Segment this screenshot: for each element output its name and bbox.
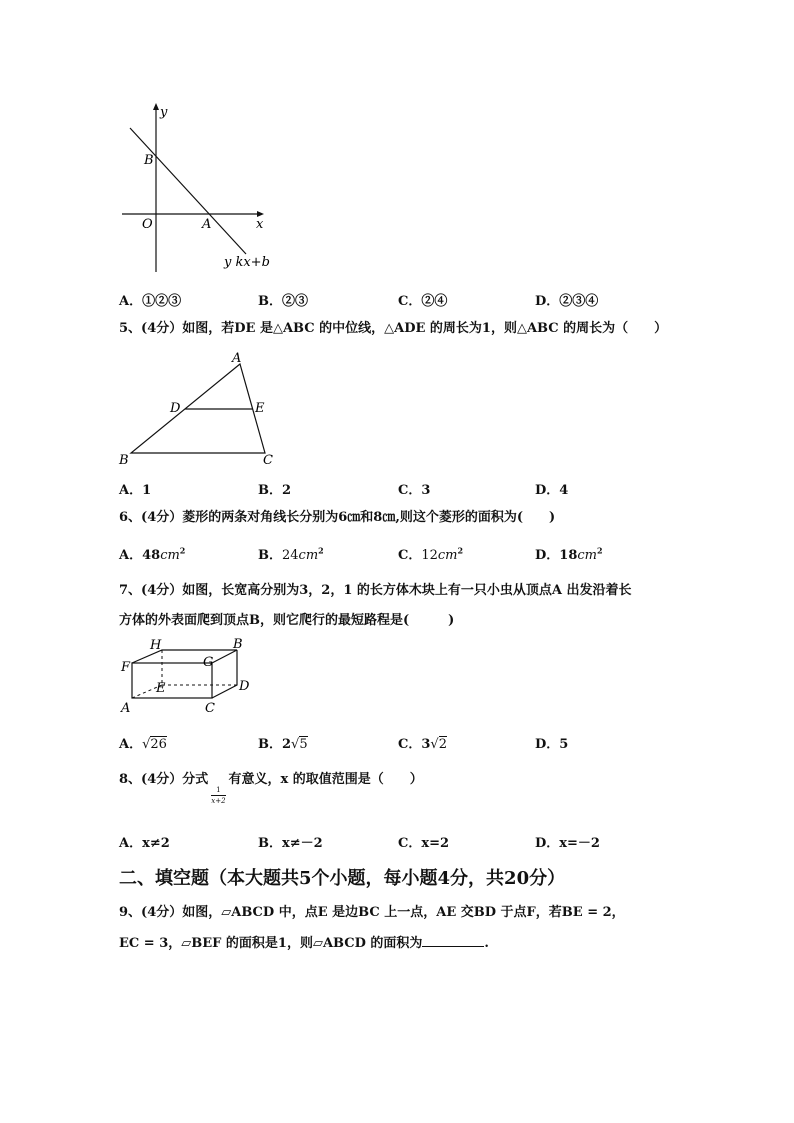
q7-option-b: B．2√5 xyxy=(258,737,308,752)
right-face xyxy=(212,650,237,698)
q9-question-line2: EC = 3，▱BEF 的面积是1，则▱ABCD 的面积为 . xyxy=(119,936,489,951)
q5-triangle-figure xyxy=(115,348,285,470)
label-x: x xyxy=(256,217,264,232)
label-C: C xyxy=(263,453,273,468)
label-equation: y kx+b xyxy=(224,255,270,270)
top-face xyxy=(132,650,237,663)
y-arrow xyxy=(153,103,159,110)
label-O: O xyxy=(142,217,153,232)
label-H: H xyxy=(150,638,162,653)
q7-question-line1: 7、(4分）如图，长宽高分别为3，2，1 的长方体木块上有一只小虫从顶点A 出发沿着长 xyxy=(119,583,632,598)
q5-option-a: A．1 xyxy=(119,483,152,498)
q8-question: 8、(4分）分式 $\frac{1}{x+2}$ 有意义，x 的取值范围是（ ） xyxy=(119,772,423,805)
label-D: D xyxy=(170,401,181,416)
q6-option-c: C．$12cm^2$ xyxy=(398,545,464,563)
q7-option-d: D．5 xyxy=(535,737,569,752)
label-E: E xyxy=(255,401,265,416)
section-heading: 二、填空题（本大题共5个小题，每小题4分，共20分） xyxy=(119,868,566,889)
q5-option-b: B．2 xyxy=(258,483,292,498)
q5-option-d: D．4 xyxy=(535,483,569,498)
q4-option-a: A．①②③ xyxy=(119,294,182,309)
label-B: B xyxy=(144,153,154,168)
label-A: A xyxy=(121,701,131,716)
q6-option-a: A．$48cm^2$ xyxy=(119,545,186,563)
label-F: F xyxy=(121,660,131,675)
q4-line-graph xyxy=(118,100,288,280)
q4-option-b: B．②③ xyxy=(258,294,308,309)
label-E: E xyxy=(156,681,166,696)
q7-question-line2: 方体的外表面爬到顶点B，则它爬行的最短路程是( ) xyxy=(119,613,455,628)
q7-option-a: A．√26 xyxy=(119,737,167,752)
q5-option-c: C．3 xyxy=(398,483,431,498)
q4-option-c: C．②④ xyxy=(398,294,448,309)
q6-question: 6、(4分）菱形的两条对角线长分别为6㎝和8㎝,则这个菱形的面积为( ) xyxy=(119,510,556,525)
q6-option-b: B．$24cm^2$ xyxy=(258,545,324,563)
label-y: y xyxy=(160,105,168,120)
q9-question-line1: 9、(4分）如图，▱ABCD 中，点E 是边BC 上一点，AE 交BD 于点F，若BE = 2， xyxy=(119,905,625,920)
label-D: D xyxy=(239,679,250,694)
sqrt-sign: √ xyxy=(291,737,300,752)
q7-cuboid-figure xyxy=(115,636,260,718)
sqrt-sign: √ xyxy=(430,737,439,752)
q4-option-d: D．②③④ xyxy=(535,294,599,309)
label-G: G xyxy=(203,655,214,670)
answer-blank[interactable] xyxy=(422,934,484,947)
sqrt-sign: √ xyxy=(142,737,151,752)
label-B: B xyxy=(233,637,243,652)
q8-option-c: C．x=2 xyxy=(398,836,450,851)
q6-option-d: D．$18cm^2$ xyxy=(535,545,603,563)
fraction: $\frac{1}{x+2}$ xyxy=(211,786,226,805)
q8-option-a: A．x≠2 xyxy=(119,836,170,851)
label-C: C xyxy=(205,701,215,716)
q8-option-b: B．x≠－2 xyxy=(258,836,323,851)
label-A: A xyxy=(202,217,212,232)
q5-question: 5、(4分）如图，若DE 是△ABC 的中位线，△ADE 的周长为1，则△ABC 的周长为（ ） xyxy=(119,321,668,336)
q7-option-c: C．3√2 xyxy=(398,737,447,752)
graph-line xyxy=(130,128,246,254)
label-B: B xyxy=(119,453,129,468)
label-A: A xyxy=(232,351,242,366)
q8-option-d: D．x=－2 xyxy=(535,836,600,851)
